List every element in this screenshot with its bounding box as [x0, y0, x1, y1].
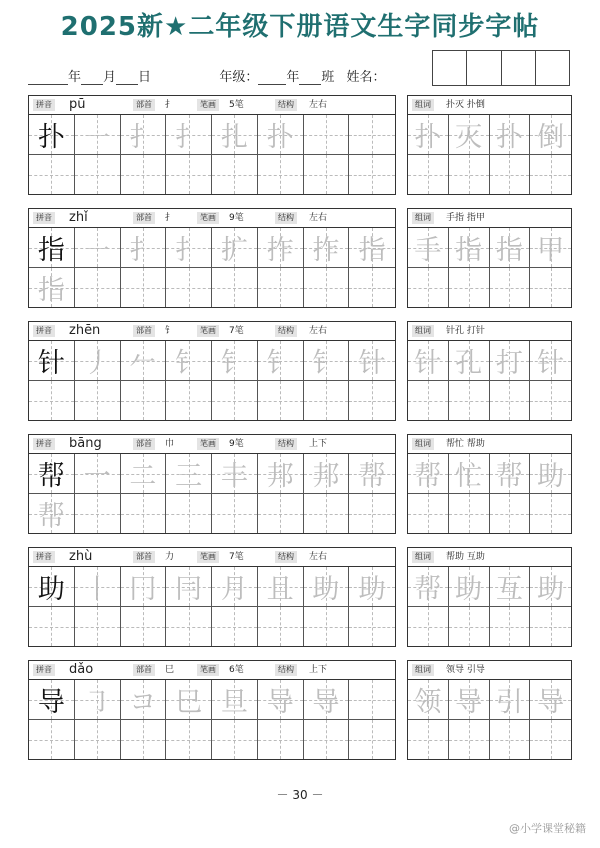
practice-cell[interactable]	[29, 720, 75, 759]
practice-cell[interactable]	[75, 155, 121, 194]
word-trace-cell[interactable]: 孔	[449, 341, 490, 381]
trace-cell[interactable]: 扌	[166, 228, 212, 268]
word-list: 领导 引导	[446, 665, 485, 675]
practice-cell[interactable]	[121, 155, 167, 194]
word-label: 组词	[412, 325, 434, 337]
word-trace-cell[interactable]: 帮	[490, 454, 531, 494]
trace-cell[interactable]: 冂	[121, 567, 167, 607]
word-info-bar	[408, 209, 571, 228]
info-bar	[29, 322, 395, 341]
trace-cell[interactable]: 针	[349, 341, 395, 381]
strokes-value: 9笔	[229, 213, 244, 223]
strokes-value: 7笔	[229, 552, 244, 562]
word-practice-cell[interactable]	[530, 494, 571, 533]
word-trace-cell[interactable]: 指	[490, 228, 531, 268]
word-trace-cell[interactable]: 指	[449, 228, 490, 268]
model-character: 指	[29, 228, 75, 268]
practice-cell[interactable]	[258, 720, 304, 759]
strokes-label: 笔画	[197, 664, 219, 676]
word-trace-cell[interactable]: 帮	[408, 454, 449, 494]
word-practice-cell[interactable]	[408, 381, 449, 420]
strokes-label: 笔画	[197, 99, 219, 111]
word-trace-cell[interactable]: 导	[449, 680, 490, 720]
trace-cell[interactable]: 巳	[166, 680, 212, 720]
practice-cell[interactable]	[349, 607, 395, 646]
word-practice-cell[interactable]	[530, 607, 571, 646]
word-trace-cell[interactable]: 助	[449, 567, 490, 607]
word-practice-cell[interactable]	[408, 720, 449, 759]
strokes-label: 笔画	[197, 325, 219, 337]
word-block-2	[407, 321, 572, 421]
trace-cell[interactable]: 扌	[121, 115, 167, 155]
practice-cell[interactable]	[304, 607, 350, 646]
word-label: 组词	[412, 551, 434, 563]
pinyin-value: zhēn	[69, 323, 101, 338]
practice-cell[interactable]	[349, 155, 395, 194]
strokes-value: 9笔	[229, 439, 244, 449]
practice-cell[interactable]	[304, 268, 350, 307]
practice-cell[interactable]	[258, 268, 304, 307]
practice-cell[interactable]	[212, 155, 258, 194]
practice-block-1	[28, 208, 396, 308]
trace-cell[interactable]: 拃	[258, 228, 304, 268]
pinyin-value: zhǐ	[69, 210, 88, 225]
trace-cell[interactable]: 丰	[212, 454, 258, 494]
radical-label: 部首	[133, 664, 155, 676]
word-practice-cell[interactable]	[449, 720, 490, 759]
practice-cell[interactable]: 帮	[29, 494, 75, 533]
info-bar	[29, 435, 395, 454]
radical-value: 扌	[165, 213, 175, 223]
practice-cell[interactable]	[121, 268, 167, 307]
word-info-bar	[408, 435, 571, 454]
practice-cell[interactable]	[29, 607, 75, 646]
practice-cell[interactable]	[75, 381, 121, 420]
watermark: @小学课堂秘籍	[509, 822, 586, 835]
radical-label: 部首	[133, 99, 155, 111]
trace-cell[interactable]	[349, 115, 395, 155]
practice-cell[interactable]	[166, 607, 212, 646]
practice-cell[interactable]	[166, 155, 212, 194]
word-block-3	[407, 434, 572, 534]
practice-cell[interactable]	[75, 494, 121, 533]
word-practice-cell[interactable]	[490, 494, 531, 533]
word-trace-cell[interactable]: 助	[530, 567, 571, 607]
trace-cell[interactable]: 助	[304, 567, 350, 607]
info-bar	[29, 548, 395, 567]
word-practice-cell[interactable]	[530, 268, 571, 307]
practice-cell[interactable]	[121, 381, 167, 420]
radical-value: 扌	[165, 100, 175, 110]
practice-cell[interactable]	[349, 381, 395, 420]
trace-cell[interactable]: 旦	[212, 680, 258, 720]
word-practice-cell[interactable]	[408, 155, 449, 194]
practice-cell[interactable]	[212, 268, 258, 307]
pinyin-value: dǎo	[69, 662, 94, 677]
practice-cell[interactable]	[258, 607, 304, 646]
trace-cell[interactable]: 助	[349, 567, 395, 607]
practice-cell[interactable]	[166, 494, 212, 533]
practice-cell[interactable]	[349, 268, 395, 307]
radical-value: 巳	[165, 665, 175, 675]
practice-block-2	[28, 321, 396, 421]
word-trace-cell[interactable]: 忙	[449, 454, 490, 494]
trace-cell[interactable]: 钅	[212, 341, 258, 381]
word-info-bar	[408, 661, 571, 680]
word-label: 组词	[412, 212, 434, 224]
practice-cell[interactable]	[212, 607, 258, 646]
practice-cell[interactable]	[121, 494, 167, 533]
structure-label: 结构	[275, 438, 297, 450]
word-block-5	[407, 660, 572, 760]
word-practice-cell[interactable]	[490, 381, 531, 420]
trace-cell[interactable]: 冃	[166, 567, 212, 607]
structure-label: 结构	[275, 99, 297, 111]
word-practice-cell[interactable]	[530, 381, 571, 420]
page-title: 2025新★二年级下册语文生字同步字帖	[60, 12, 540, 42]
pinyin-value: zhù	[69, 549, 93, 564]
trace-cell[interactable]: 邦	[258, 454, 304, 494]
practice-cell[interactable]	[75, 720, 121, 759]
practice-cell[interactable]	[349, 720, 395, 759]
practice-cell[interactable]	[349, 494, 395, 533]
word-practice-cell[interactable]	[449, 381, 490, 420]
trace-cell[interactable]	[349, 680, 395, 720]
practice-cell[interactable]	[212, 381, 258, 420]
word-trace-cell[interactable]: 助	[530, 454, 571, 494]
name-boxes[interactable]	[432, 50, 570, 86]
trace-cell[interactable]: 拃	[304, 228, 350, 268]
pinyin-value: bāng	[69, 436, 102, 451]
practice-block-4	[28, 547, 396, 647]
word-trace-cell[interactable]: 导	[530, 680, 571, 720]
strokes-value: 7笔	[229, 326, 244, 336]
word-list: 帮助 互助	[446, 552, 485, 562]
structure-value: 上下	[309, 439, 328, 449]
radical-value: 巾	[165, 439, 175, 449]
trace-cell[interactable]: 丨	[75, 567, 121, 607]
info-bar	[29, 96, 395, 115]
radical-label: 部首	[133, 551, 155, 563]
word-block-1	[407, 208, 572, 308]
practice-cell[interactable]	[166, 381, 212, 420]
practice-cell[interactable]	[121, 720, 167, 759]
radical-value: 力	[165, 552, 175, 562]
model-character: 帮	[29, 454, 75, 494]
trace-cell[interactable]: 月	[212, 567, 258, 607]
word-list: 针孔 打针	[446, 326, 485, 336]
practice-cell[interactable]	[258, 494, 304, 533]
word-practice-cell[interactable]	[490, 720, 531, 759]
word-info-bar	[408, 548, 571, 567]
structure-label: 结构	[275, 664, 297, 676]
structure-value: 左右	[309, 213, 328, 223]
word-practice-cell[interactable]	[408, 494, 449, 533]
pinyin-value: pū	[69, 97, 86, 112]
word-label: 组词	[412, 664, 434, 676]
model-character: 扑	[29, 115, 75, 155]
word-block-4	[407, 547, 572, 647]
pinyin-label: 拼音	[33, 664, 55, 676]
word-practice-cell[interactable]	[449, 155, 490, 194]
practice-cell[interactable]	[166, 720, 212, 759]
practice-block-3	[28, 434, 396, 534]
trace-cell[interactable]: 扌	[166, 115, 212, 155]
word-practice-cell[interactable]	[449, 494, 490, 533]
trace-cell[interactable]: 帮	[349, 454, 395, 494]
structure-value: 左右	[309, 552, 328, 562]
structure-label: 结构	[275, 212, 297, 224]
trace-cell[interactable]: 扎	[212, 115, 258, 155]
practice-cell[interactable]	[29, 381, 75, 420]
practice-cell[interactable]	[166, 268, 212, 307]
word-list: 帮忙 帮助	[446, 439, 485, 449]
trace-cell[interactable]: 钅	[304, 341, 350, 381]
word-practice-cell[interactable]	[490, 155, 531, 194]
pinyin-label: 拼音	[33, 438, 55, 450]
word-trace-cell[interactable]: 打	[490, 341, 531, 381]
pinyin-label: 拼音	[33, 325, 55, 337]
radical-label: 部首	[133, 325, 155, 337]
word-practice-cell[interactable]	[449, 268, 490, 307]
practice-cell[interactable]	[258, 381, 304, 420]
model-character: 针	[29, 341, 75, 381]
practice-cell[interactable]	[304, 494, 350, 533]
word-trace-cell[interactable]: 扑	[490, 115, 531, 155]
practice-cell[interactable]	[75, 607, 121, 646]
word-trace-cell[interactable]: 针	[408, 341, 449, 381]
word-info-bar	[408, 322, 571, 341]
trace-cell[interactable]	[304, 115, 350, 155]
word-practice-cell[interactable]	[408, 607, 449, 646]
trace-cell[interactable]: 二	[121, 454, 167, 494]
word-trace-cell[interactable]: 互	[490, 567, 531, 607]
date-class-line: 年 月 日 年级： 年 班 姓名：	[28, 66, 386, 85]
trace-cell[interactable]: ㇐	[75, 228, 121, 268]
pinyin-label: 拼音	[33, 212, 55, 224]
trace-cell[interactable]: 三	[166, 454, 212, 494]
strokes-value: 6笔	[229, 665, 244, 675]
word-practice-cell[interactable]	[490, 268, 531, 307]
word-practice-cell[interactable]	[490, 607, 531, 646]
pinyin-label: 拼音	[33, 99, 55, 111]
trace-cell[interactable]: 指	[349, 228, 395, 268]
practice-cell[interactable]	[212, 720, 258, 759]
word-trace-cell[interactable]: 帮	[408, 567, 449, 607]
trace-cell[interactable]: ㇐	[75, 115, 121, 155]
strokes-label: 笔画	[197, 212, 219, 224]
info-bar	[29, 661, 395, 680]
word-trace-cell[interactable]: 针	[530, 341, 571, 381]
structure-label: 结构	[275, 325, 297, 337]
word-practice-cell[interactable]	[449, 607, 490, 646]
trace-cell[interactable]: 扩	[212, 228, 258, 268]
strokes-value: 5笔	[229, 100, 244, 110]
trace-cell[interactable]: 扑	[258, 115, 304, 155]
practice-block-0	[28, 95, 396, 195]
trace-cell[interactable]: 导	[258, 680, 304, 720]
word-block-0	[407, 95, 572, 195]
strokes-label: 笔画	[197, 438, 219, 450]
trace-cell[interactable]: 一	[75, 454, 121, 494]
practice-cell[interactable]	[121, 607, 167, 646]
word-practice-cell[interactable]	[530, 155, 571, 194]
model-character: 助	[29, 567, 75, 607]
trace-cell[interactable]: ㇆	[75, 680, 121, 720]
radical-label: 部首	[133, 438, 155, 450]
model-character: 导	[29, 680, 75, 720]
word-trace-cell[interactable]: 手	[408, 228, 449, 268]
trace-cell[interactable]: 𠂉	[121, 341, 167, 381]
trace-cell[interactable]: 钅	[166, 341, 212, 381]
word-info-bar	[408, 96, 571, 115]
word-trace-cell[interactable]: 甲	[530, 228, 571, 268]
practice-cell[interactable]	[304, 720, 350, 759]
structure-label: 结构	[275, 551, 297, 563]
word-trace-cell[interactable]: 扑	[408, 115, 449, 155]
practice-cell[interactable]	[212, 494, 258, 533]
page-number: － 30 －	[276, 788, 324, 802]
word-trace-cell[interactable]: 灭	[449, 115, 490, 155]
radical-value: 钅	[165, 326, 175, 336]
radical-label: 部首	[133, 212, 155, 224]
trace-cell[interactable]: 丿	[75, 341, 121, 381]
practice-cell[interactable]	[75, 268, 121, 307]
trace-cell[interactable]: 扌	[121, 228, 167, 268]
trace-cell[interactable]: コ	[121, 680, 167, 720]
word-practice-cell[interactable]	[408, 268, 449, 307]
word-practice-cell[interactable]	[530, 720, 571, 759]
word-list: 扑灭 扑倒	[446, 100, 485, 110]
word-trace-cell[interactable]: 引	[490, 680, 531, 720]
pinyin-label: 拼音	[33, 551, 55, 563]
practice-cell[interactable]	[29, 155, 75, 194]
structure-value: 左右	[309, 326, 328, 336]
practice-cell[interactable]	[258, 155, 304, 194]
structure-value: 左右	[309, 100, 328, 110]
practice-block-5	[28, 660, 396, 760]
word-label: 组词	[412, 438, 434, 450]
practice-cell[interactable]: 指	[29, 268, 75, 307]
word-trace-cell[interactable]: 领	[408, 680, 449, 720]
trace-cell[interactable]: 钅	[258, 341, 304, 381]
trace-cell[interactable]: 且	[258, 567, 304, 607]
structure-value: 上下	[309, 665, 328, 675]
practice-cell[interactable]	[304, 381, 350, 420]
word-trace-cell[interactable]: 倒	[530, 115, 571, 155]
word-label: 组词	[412, 99, 434, 111]
trace-cell[interactable]: 邦	[304, 454, 350, 494]
word-list: 手指 指甲	[446, 213, 485, 223]
info-bar	[29, 209, 395, 228]
trace-cell[interactable]: 导	[304, 680, 350, 720]
strokes-label: 笔画	[197, 551, 219, 563]
practice-cell[interactable]	[304, 155, 350, 194]
